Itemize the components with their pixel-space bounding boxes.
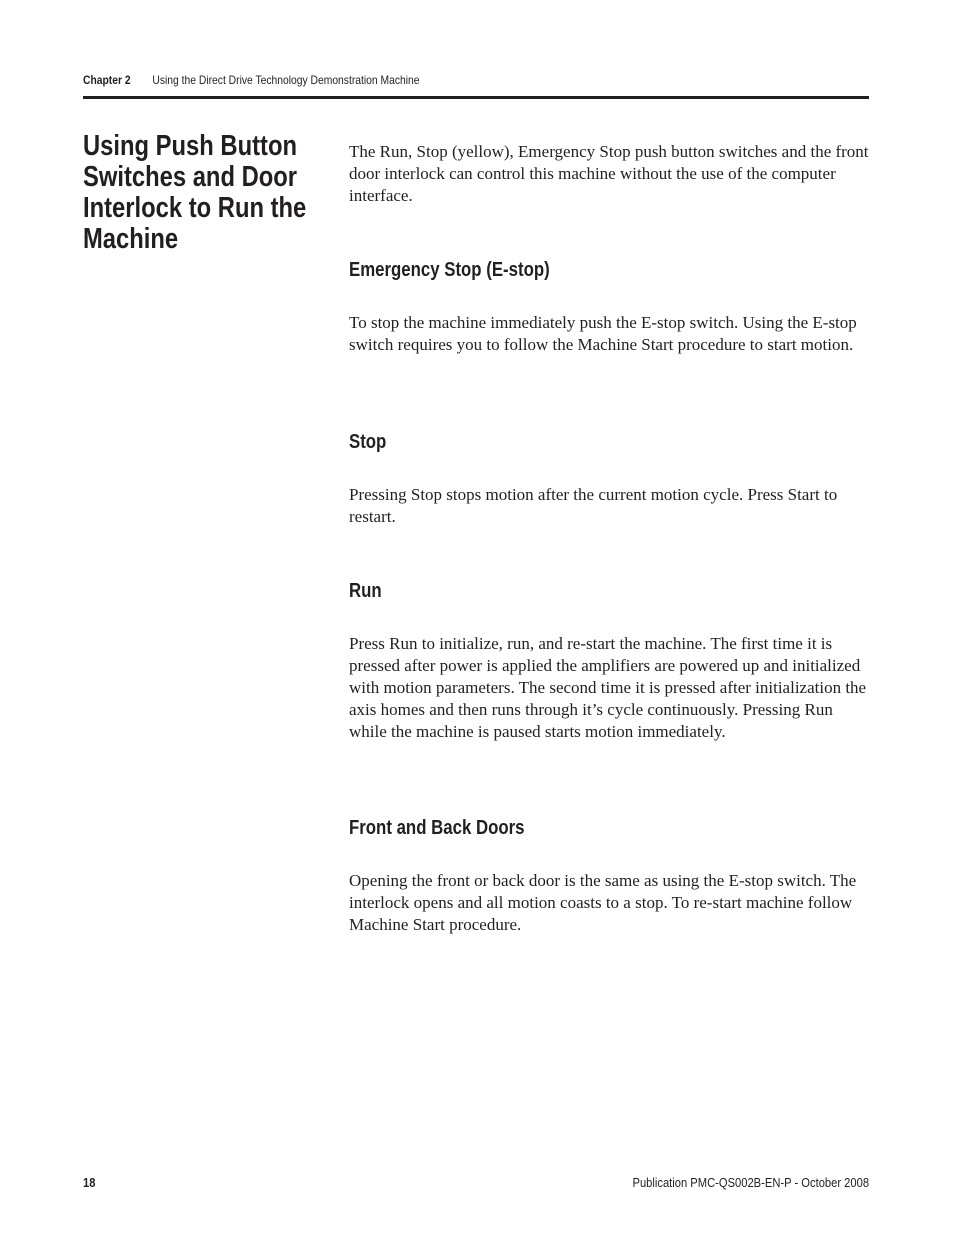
subsection-stop-body-wrap xyxy=(349,484,871,528)
subsection-estop xyxy=(349,258,871,282)
subsection-doors xyxy=(349,816,871,840)
subsection-run xyxy=(349,579,871,603)
subsection-body: Opening the front or back door is the same as using the E-stop switch. The interlock opens and all motion coasts to a stop. To re-start machine follow Machine Start procedure. xyxy=(349,871,857,934)
subsection-doors-body-wrap xyxy=(349,870,871,936)
subsection-run-body-wrap xyxy=(349,633,871,743)
subsection-body: To stop the machine immediately push the E-stop switch. Using the E-stop switch requires you to follow the Machine Start procedure to start motion. xyxy=(349,313,857,354)
subsection-heading: Run xyxy=(349,580,382,602)
page-number: 18 xyxy=(83,1175,96,1190)
running-header xyxy=(83,73,759,89)
subsection-heading: Stop xyxy=(349,431,387,453)
header-rule xyxy=(83,96,869,99)
subsection-estop-body-wrap xyxy=(349,312,871,356)
intro-block xyxy=(349,141,871,207)
section-title: Using Push Button Switches and Door Interlock to Run the Machine xyxy=(83,130,307,255)
chapter-label: Chapter 2 xyxy=(83,73,131,87)
subsection-heading: Emergency Stop (E-stop) xyxy=(349,259,550,281)
chapter-title: Using the Direct Drive Technology Demonstration Machine xyxy=(152,73,420,87)
subsection-body: Press Run to initialize, run, and re-start the machine. The first time it is pressed after power is applied the amplifiers are powered up and initialized with motion parameters. The second time it is pressed after initialization the axis homes and then runs through it’s cycle continuously. Pressing Run while the machine is paused starts motion immediately. xyxy=(349,634,867,741)
publication-info: Publication PMC-QS002B-EN-P - October 2008 xyxy=(632,1175,869,1190)
subsection-heading: Front and Back Doors xyxy=(349,817,525,839)
intro-paragraph: The Run, Stop (yellow), Emergency Stop push button switches and the front door interlock can control this machine without the use of the computer interface. xyxy=(349,142,869,205)
subsection-body: Pressing Stop stops motion after the current motion cycle. Press Start to restart. xyxy=(349,485,838,526)
subsection-stop xyxy=(349,430,871,454)
